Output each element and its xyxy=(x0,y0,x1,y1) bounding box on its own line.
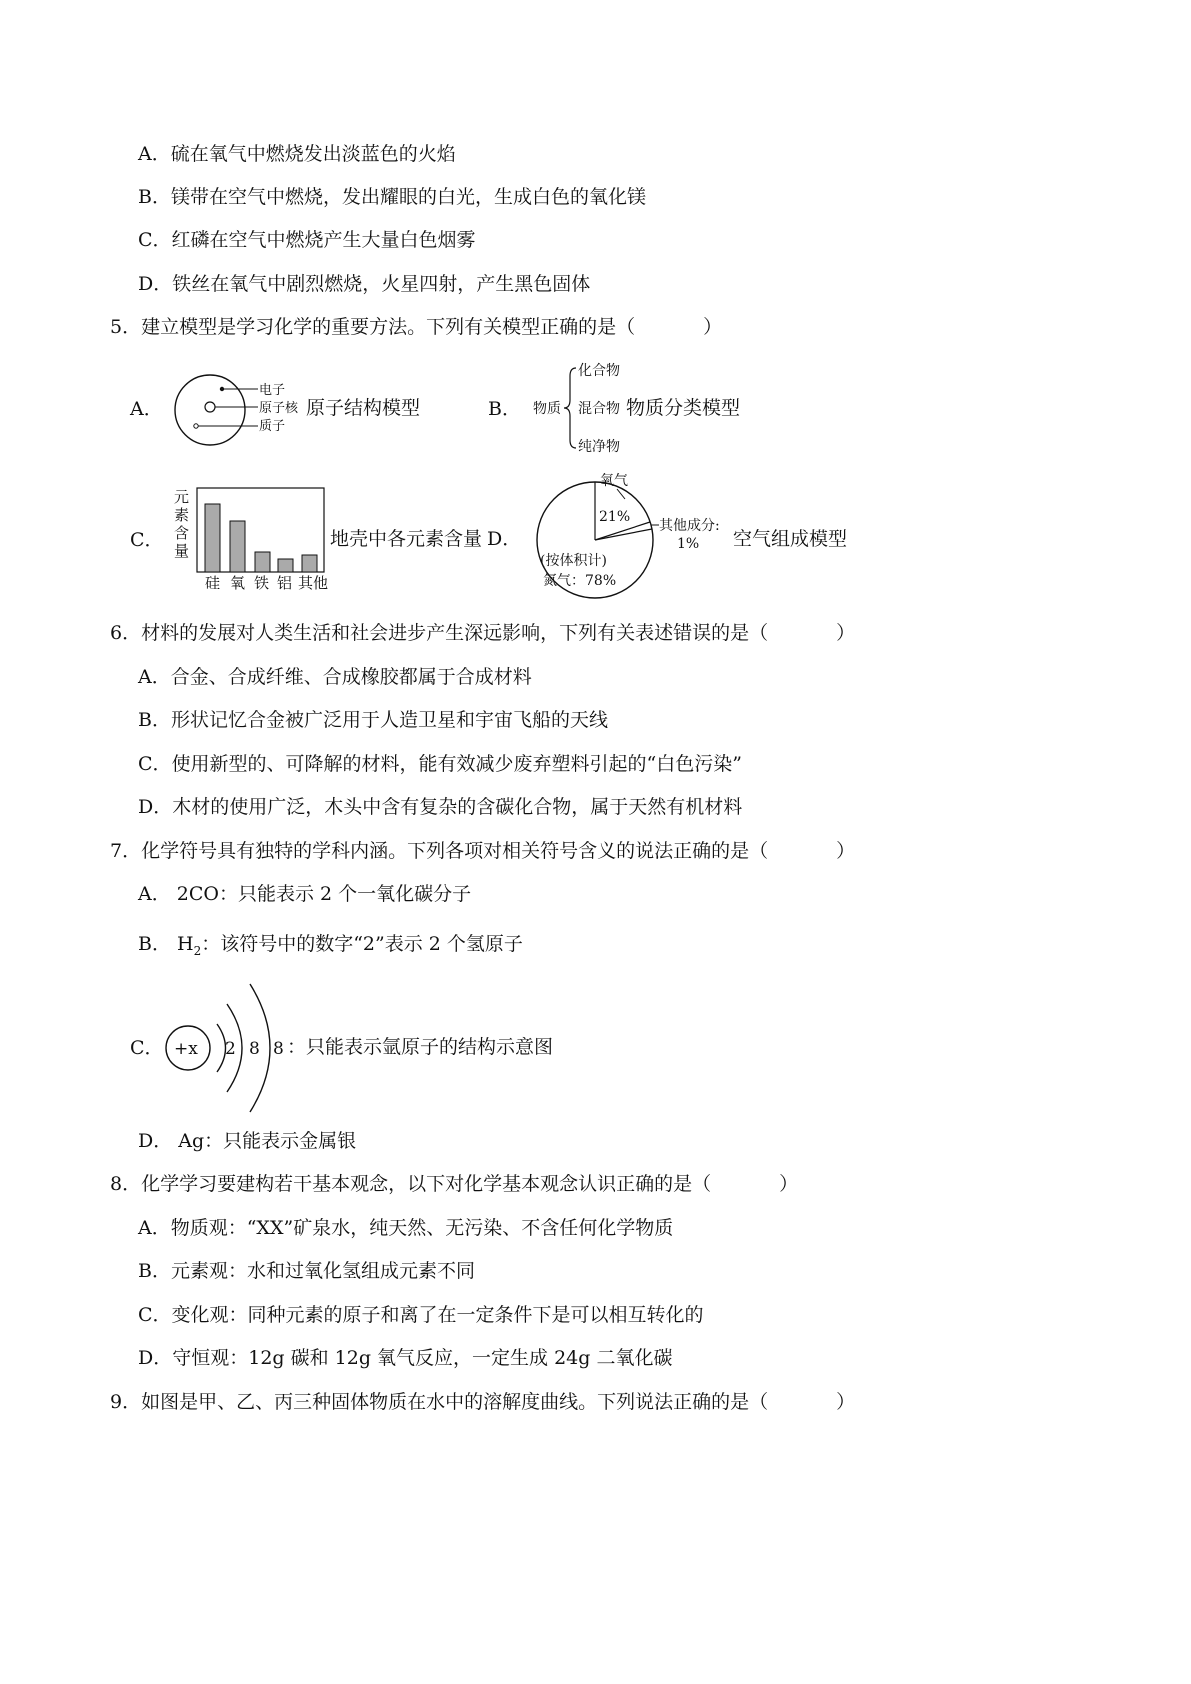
classification-item-compound: 化合物 xyxy=(578,363,620,379)
pie-oxygen-label: 氧气 xyxy=(600,473,628,489)
q6-option-d: D．木材的使用广泛，木头中含有复杂的含碳化合物，属于天然有机材料 xyxy=(138,796,743,818)
q4-option-d: D．铁丝在氧气中剧烈燃烧，火星四射，产生黑色固体 xyxy=(138,273,591,295)
q5-b-caption: 物质分类模型 xyxy=(626,397,741,419)
q7-stem-text: 7．化学符号具有独特的学科内涵。下列各项对相关符号含义的说法正确的是（ xyxy=(110,840,769,862)
q6-option-a: A．合金、合成纤维、合成橡胶都属于合成材料 xyxy=(138,666,532,688)
q5-close-paren: ） xyxy=(703,316,723,338)
chart-category-fe: 铁 xyxy=(254,574,270,592)
q4-option-b: B．镁带在空气中燃烧，发出耀眼的白光，生成白色的氧化镁 xyxy=(138,186,646,208)
q5-b-letter: B． xyxy=(488,398,521,420)
q9-stem xyxy=(110,1393,855,1412)
crust-element-chart xyxy=(170,480,335,595)
atom-label-proton: 质子 xyxy=(259,419,286,434)
q5-d-letter: D． xyxy=(487,528,522,550)
pie-basis-note: (按体积计) xyxy=(540,553,607,569)
q5-d-caption: 空气组成模型 xyxy=(733,528,848,550)
atom-label-electron: 电子 xyxy=(259,383,286,398)
q5-a-letter: A． xyxy=(130,398,163,420)
q7-b-subscript: 2 xyxy=(193,943,202,958)
q7-b-suffix: ：该符号中的数字“2”表示 2 个氢原子 xyxy=(201,933,523,955)
chart-category-other: 其他 xyxy=(298,574,329,592)
q6-stem-text: 6．材料的发展对人类生活和社会进步产生深远影响，下列有关表述错误的是（ xyxy=(110,622,769,644)
q7-b-prefix: B． H xyxy=(138,933,194,955)
chart-ylabel-3: 含 xyxy=(174,524,190,542)
q6-option-b: B．形状记忆合金被广泛用于人造卫星和宇宙飞船的天线 xyxy=(138,709,608,731)
chart-ylabel-1: 元 xyxy=(174,488,190,506)
q7-option-b xyxy=(138,935,523,957)
q7-stem xyxy=(110,842,855,861)
q6-option-c: C．使用新型的、可降解的材料，能有效减少废弃塑料引起的“白色污染” xyxy=(138,753,742,775)
classification-item-pure: 纯净物 xyxy=(578,439,620,455)
q5-c-letter: C． xyxy=(130,529,164,551)
pie-other-label: 其他成分: xyxy=(659,518,720,534)
q8-option-d: D．守恒观：12g 碳和 12g 氧气反应，一定生成 24g 二氧化碳 xyxy=(138,1347,673,1369)
pie-nitrogen-label: 氮气：78% xyxy=(543,573,617,589)
chart-ylabel-2: 素 xyxy=(174,506,190,524)
shell-1-count: 2 xyxy=(225,1039,236,1059)
q8-option-a: A．物质观：“XX”矿泉水，纯天然、无污染、不含任何化学物质 xyxy=(138,1217,674,1239)
q6-close-paren: ） xyxy=(836,622,856,644)
chart-category-si: 硅 xyxy=(205,574,221,592)
q5-stem xyxy=(110,318,722,337)
q8-stem xyxy=(110,1175,798,1194)
chart-category-al: 铝 xyxy=(277,574,293,592)
q8-option-b: B．元素观：水和过氧化氢组成元素不同 xyxy=(138,1260,475,1282)
q5-a-caption: 原子结构模型 xyxy=(306,397,421,419)
q7-c-letter: C． xyxy=(130,1037,164,1059)
chart-ylabel-4: 量 xyxy=(174,542,190,560)
q8-option-c: C．变化观：同种元素的原子和离了在一定条件下是可以相互转化的 xyxy=(138,1304,704,1326)
atom-label-nucleus: 原子核 xyxy=(259,401,299,416)
chart-category-o: 氧 xyxy=(230,574,246,592)
pie-oxygen-pct: 21% xyxy=(599,509,631,525)
q7-close-paren: ） xyxy=(836,840,856,862)
nucleus-charge: +x xyxy=(174,1039,198,1059)
classification-item-mixture: 混合物 xyxy=(578,401,620,417)
atom-structure-model xyxy=(170,372,310,452)
q5-c-caption: 地壳中各元素含量 xyxy=(330,528,483,550)
q9-stem-text: 9．如图是甲、乙、丙三种固体物质在水中的溶解度曲线。下列说法正确的是（ xyxy=(110,1391,769,1413)
q6-stem xyxy=(110,624,855,643)
q7-c-text: ：只能表示氩原子的结构示意图 xyxy=(287,1036,554,1058)
shell-3-count: 8 xyxy=(273,1039,284,1059)
classification-root: 物质 xyxy=(533,401,561,417)
air-composition-pie xyxy=(535,465,735,605)
shell-2-count: 8 xyxy=(249,1039,260,1059)
q4-option-c: C．红磷在空气中燃烧产生大量白色烟雾 xyxy=(138,229,476,251)
q8-close-paren: ） xyxy=(779,1173,799,1195)
pie-other-pct: 1% xyxy=(677,536,700,552)
q9-close-paren: ） xyxy=(836,1391,856,1413)
q7-option-d: D． Ag：只能表示金属银 xyxy=(138,1130,357,1152)
q8-stem-text: 8．化学学习要建构若干基本观念，以下对化学基本观念认识正确的是（ xyxy=(110,1173,712,1195)
atomic-structure-diagram xyxy=(162,982,302,1114)
q5-stem-text: 5．建立模型是学习化学的重要方法。下列有关模型正确的是（ xyxy=(110,316,636,338)
q4-option-a: A．硫在氧气中燃烧发出淡蓝色的火焰 xyxy=(138,143,456,165)
q7-option-a: A． 2CO：只能表示 2 个一氧化碳分子 xyxy=(138,883,472,905)
